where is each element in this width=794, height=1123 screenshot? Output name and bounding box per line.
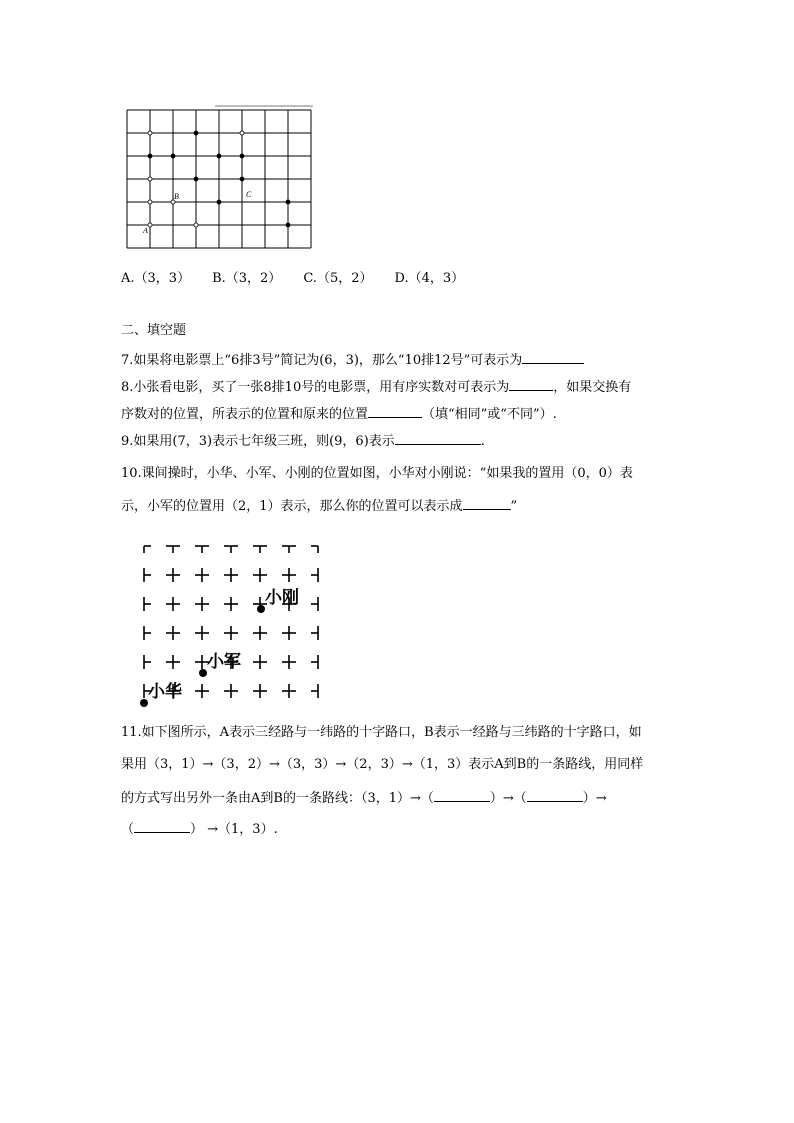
question-8-line-2: 序数对的位置，所表示的位置和原来的位置 （填“相同”或“不同”）. <box>121 407 557 422</box>
q8-answer-blank-2[interactable] <box>368 405 422 418</box>
option-a[interactable]: A.（3，3） <box>121 271 191 286</box>
section-title: 二、填空题 <box>121 323 187 338</box>
point-xiaohua <box>140 699 148 707</box>
option-c[interactable]: C.（5，2） <box>303 271 373 286</box>
question-9: 9.如果用(7，3)表示七年级三班，则(9，6)表示 . <box>121 434 485 449</box>
grid-point <box>194 131 198 135</box>
question-11-line-3: 的方式写出另外一条由A到B的一条路线：（3，1）→（ ）→（ ）→ <box>121 791 607 806</box>
label-xiaogang: 小刚 <box>265 588 299 608</box>
playground-figure <box>136 540 336 712</box>
grid-point <box>240 177 244 181</box>
question-7: 7.如果将电影票上“6排3号”简记为(6，3)，那么“10排12号”可表示为 <box>121 351 584 369</box>
label-xiaohua: 小华 <box>148 682 182 702</box>
grid-point <box>286 223 290 227</box>
question-11-line-2: 果用（3，1）→（3，2）→（3，3）→（2，3）→（1，3）表示A到B的一条路线，用同样 <box>121 757 644 772</box>
q11-answer-blank-2[interactable] <box>527 789 583 802</box>
point-label-b: B <box>174 192 179 201</box>
grid-point <box>240 131 244 135</box>
grid-point <box>148 200 152 204</box>
grid-point <box>171 154 175 158</box>
answer-options <box>121 271 486 287</box>
option-d[interactable]: D.（4，3） <box>394 271 465 286</box>
option-b[interactable]: B.（3，2） <box>212 271 282 286</box>
q11-answer-blank-1[interactable] <box>434 789 490 802</box>
q9-answer-blank[interactable] <box>395 432 481 445</box>
question-11-line-1: 11.如下图所示，A表示三经路与一纬路的十字路口，B表示一经路与三纬路的十字路口，如 <box>121 725 642 740</box>
grid-point <box>148 154 152 158</box>
point-xiaojun <box>199 669 207 677</box>
point-xiaogang <box>257 605 265 613</box>
grid-point <box>217 154 221 158</box>
point-label-a: A <box>143 226 148 235</box>
q7-answer-blank[interactable] <box>522 351 584 364</box>
point-label-c: C <box>246 190 252 199</box>
q8-answer-blank-1[interactable] <box>509 378 553 391</box>
grid-point <box>240 154 244 158</box>
grid-point <box>148 131 152 135</box>
question-10-line-1: 10.课间操时，小华、小军、小刚的位置如图，小华对小刚说：“如果我的置用（0，0）表 <box>121 466 633 481</box>
grid-point <box>148 177 152 181</box>
q10-answer-blank[interactable] <box>463 497 511 510</box>
grid-point <box>217 200 221 204</box>
grid-point <box>286 200 290 204</box>
grid-point <box>194 223 198 227</box>
question-8-line-1: 8.小张看电影，买了一张8排10号的电影票，用有序实数对可表示为 ，如果交换有 <box>121 380 632 395</box>
question-11-line-4: （ ） →（1，3）. <box>121 822 278 837</box>
grid-point <box>194 177 198 181</box>
label-xiaojun: 小军 <box>207 652 241 672</box>
grid-figure-1 <box>120 100 320 252</box>
question-10-line-2: 示，小军的位置用（2，1）表示，那么你的位置可以表示成 ” <box>121 499 518 514</box>
grid-point <box>148 223 152 227</box>
q11-answer-blank-3[interactable] <box>134 820 190 833</box>
